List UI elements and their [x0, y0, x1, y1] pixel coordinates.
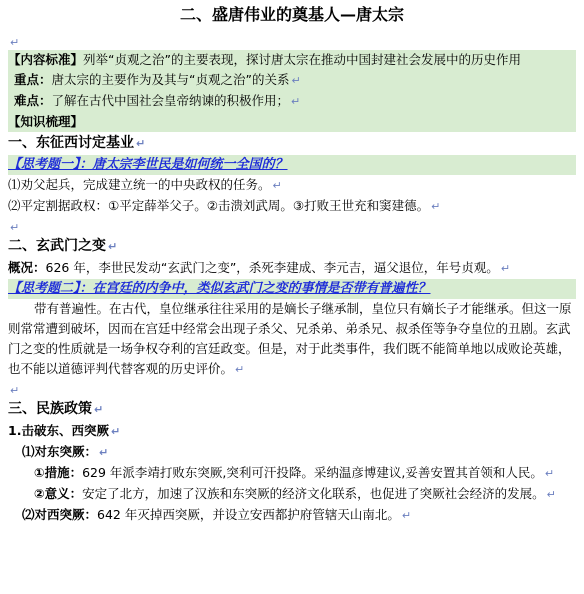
section1-item — [8, 196, 576, 217]
paragraph-mark-icon: ↵ — [431, 200, 441, 213]
meaning-text: 安定了北方，加速了汉族和东突厥的经济文化联系，也促进了突厥社会经济的发展。 — [82, 486, 545, 501]
difficult-point-label: 难点： — [14, 93, 52, 108]
paragraph-mark-icon: ↵ — [10, 221, 20, 234]
paragraph-mark-icon: ↵ — [500, 262, 511, 275]
west-turk — [8, 505, 576, 526]
knowledge-label-text: 【知识梳理】 — [8, 114, 84, 129]
blank-line — [8, 32, 576, 50]
paragraph-mark-icon: ↵ — [10, 36, 20, 49]
difficult-point — [8, 91, 576, 112]
section1-item-text: ⑵平定割据政权：①平定薛举父子。②击溃刘武周。③打败王世充和窦建德。 — [8, 198, 430, 213]
question2-text: 【思考题二】：在宫廷的内争中，类似玄武门之变的事情是否带有普遍性？ — [8, 281, 431, 296]
section1-item — [8, 175, 576, 196]
paragraph-mark-icon: ↵ — [291, 95, 301, 108]
section1-item-text: ⑴劝父起兵，完成建立统一的中央政权的任务。 — [8, 177, 271, 192]
question2-answer — [8, 299, 576, 380]
east-turk-label — [8, 442, 576, 463]
question2-answer-text: 带有普遍性。在古代，皇位继承往往采用的是嫡长子继承制，皇位只有嫡长子才能继承。但这一原则常常遭到破坏，因而在宫廷中经常会出现子杀父、兄杀弟、弟杀兄、叔杀侄等争夺皇位的丑剧。玄武门之变的性质就是一场争权夺利的宫廷政变。但是，对于此类事件，我们既不能简单地以成败论英雄，也不能以道德评判代替客观的历史评价。 — [8, 301, 572, 376]
key-point-label: 重点： — [14, 72, 52, 87]
section1-heading-text: 一、东征西讨定基业 — [8, 135, 134, 151]
paragraph-mark-icon: ↵ — [110, 425, 121, 438]
measure-text: 629 年派李靖打败东突厥,突利可汗投降。采纳温彦博建议,妥善安置其首领和人民。 — [82, 465, 543, 480]
east-turk-measure — [8, 463, 576, 484]
overview-text: 626 年，李世民发动“玄武门之变”，杀死李建成、李元吉，逼父退位，年号贞观。 — [45, 260, 499, 275]
section1-heading — [8, 132, 576, 155]
paragraph-mark-icon: ↵ — [99, 446, 109, 459]
key-point-text: 唐太宗的主要作为及其与“贞观之治”的关系 — [51, 72, 290, 87]
west-turk-text: 642 年灭掉西突厥，并设立安西都护府管辖天山南北。 — [97, 507, 400, 522]
question1 — [8, 155, 576, 175]
west-turk-label: ⑵对西突厥： — [22, 507, 98, 522]
east-turk-label-text: ⑴对东突厥： — [22, 444, 98, 459]
content-standard-text: 列举“贞观之治”的主要表现，探讨唐太宗在推动中国封建社会发展中的历史作用 — [83, 52, 521, 67]
title-text: 二、盛唐伟业的奠基人—唐太宗 — [179, 5, 404, 24]
content-standard-label: 【内容标准】 — [8, 52, 84, 67]
paragraph-mark-icon: ↵ — [108, 240, 118, 253]
section3-heading-text: 三、民族政策 — [8, 401, 92, 417]
question1-text: 【思考题一】：唐太宗李世民是如何统一全国的？ — [8, 157, 288, 172]
meaning-label: ②意义： — [34, 486, 83, 501]
paragraph-mark-icon: ↵ — [10, 384, 20, 397]
key-point — [8, 70, 576, 91]
paragraph-mark-icon: ↵ — [136, 137, 146, 150]
difficult-point-text: 了解在古代中国社会皇帝纳谏的积极作用； — [51, 93, 290, 108]
section3-heading — [8, 398, 576, 421]
section2-overview — [8, 258, 576, 279]
question2 — [8, 279, 576, 299]
overview-label: 概况： — [8, 260, 46, 275]
section3-sub1-text: 1.击破东、西突厥 — [8, 423, 109, 438]
section3-sub1 — [8, 421, 576, 442]
paragraph-mark-icon: ↵ — [401, 509, 412, 522]
paragraph-mark-icon: ↵ — [94, 403, 104, 416]
paragraph-mark-icon: ↵ — [544, 467, 555, 480]
blank-line — [8, 217, 576, 235]
content-standard — [8, 50, 576, 70]
paragraph-mark-icon: ↵ — [546, 488, 556, 501]
section2-heading-text: 二、玄武门之变 — [8, 238, 106, 254]
measure-label: ①措施： — [34, 465, 83, 480]
paragraph-mark-icon: ↵ — [291, 74, 301, 87]
east-turk-meaning — [8, 484, 576, 505]
blank-line — [8, 380, 576, 398]
section2-heading — [8, 235, 576, 258]
document-title — [8, 4, 576, 26]
paragraph-mark-icon: ↵ — [272, 179, 282, 192]
knowledge-label — [8, 112, 576, 132]
paragraph-mark-icon: ↵ — [235, 363, 245, 376]
